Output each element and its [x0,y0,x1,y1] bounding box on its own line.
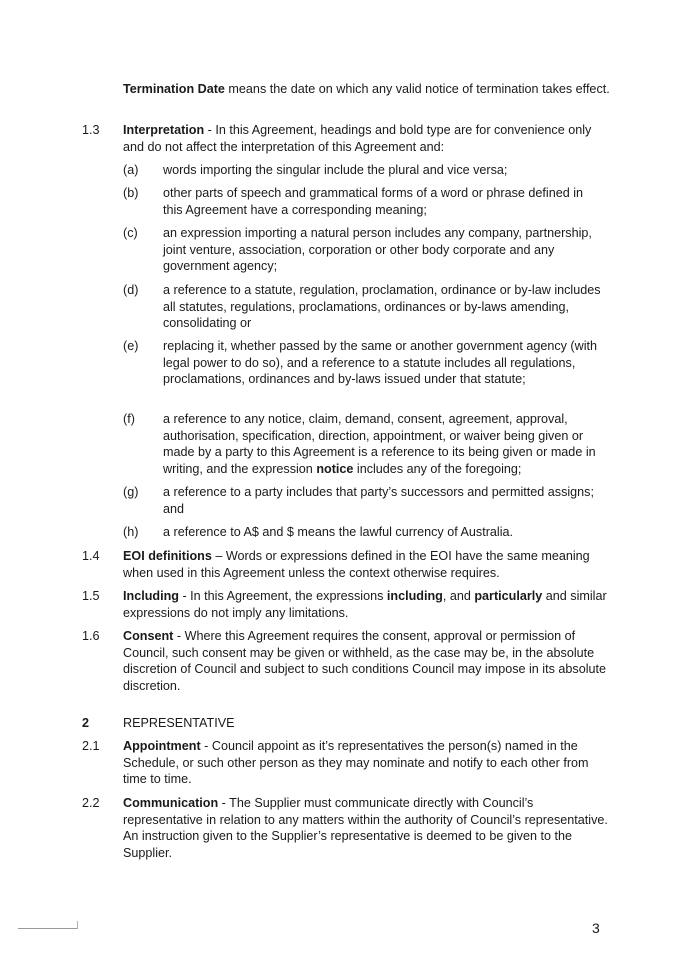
item-letter: (h) [123,525,139,539]
item-letter: (g) [123,485,139,499]
page-number: 3 [592,920,600,936]
clause-1-4-eoi-definitions [123,548,613,581]
item-text: other parts of speech and grammatical forms of a word or phrase defined in this Agreement have a corresponding meaning; [163,186,584,217]
clause-number: 1.6 [82,629,100,643]
item-letter: (c) [123,226,138,240]
item-letter: (d) [123,283,139,297]
item-text: a reference to A$ and $ means the lawful currency of Australia. [163,525,514,539]
clause-number: 1.5 [82,589,100,603]
clause-text: - In this Agreement, the expressions [178,589,387,603]
defined-term: notice [316,461,354,476]
item-text: a reference to a party includes that party’s successors and permitted assigns; and [163,485,594,516]
clause-heading: Communication [123,796,219,810]
clause-heading: EOI definitions [123,549,212,563]
footer-rule [18,928,78,930]
section-number: 2 [82,716,90,730]
defined-term: Termination Date [123,82,225,96]
definition-termination-date [123,81,613,98]
clause-text: - The Supplier must communicate directly with Council’s representative in relation to any matters within the authority of Council’s representative. An instruction given to the Supplier’s representative is deemed to be given to the Supplier. [123,796,608,860]
clause-text: - Where this Agreement requires the consent, approval or permission of Council, such consent may be given or withheld, as the case may be, in the absolute discretion of Council and subject to such conditions Council may impose in its absolute discretion. [123,629,607,693]
clause-1-3-interpretation [123,122,613,155]
clause-2-2-communication [123,795,613,861]
clause-heading: Consent [123,629,174,643]
section-heading-representative: REPRESENTATIVE [123,716,235,730]
clause-1-5-including [123,588,613,621]
item-letter: (f) [123,412,135,426]
clause-number: 2.2 [82,796,100,810]
item-text: an expression importing a natural person includes any company, partnership, joint venture, association, corporation or other body corporate and any government agency; [163,226,592,274]
clause-heading: Including [123,589,179,603]
clause-1-6-consent [123,628,613,694]
clause-text: - In this Agreement, headings and bold type are for convenience only and do not affect the interpretation of this Agreement and: [123,123,592,154]
clause-number: 2.1 [82,739,100,753]
item-text: replacing it, whether passed by the same or another government agency (with legal power to do so), and a reference to a statute includes all regulations, proclamations, ordinances and by-laws issued under that statute; [163,339,598,387]
clause-text: and similar expressions do not imply any limitations. [123,589,607,620]
clause-text: , and [442,589,475,603]
item-text: a reference to a statute, regulation, proclamation, ordinance or by-law includes all statutes, regulations, proclamations, ordinances or by-laws amending, consolidating or [163,283,601,331]
clause-number: 1.3 [82,123,100,137]
item-text-part: a reference to any notice, claim, demand, consent, agreement, approval, authorisation, specification, direction, appointment, or waiver being given or made by a party to this Agreement is a reference to its being given or made in writing, and the expression [163,412,596,476]
item-text-part: includes any of the foregoing; [353,461,522,476]
clause-text: - Council appoint as it’s representatives the person(s) named in the Schedule, or such other person as they may nominate and notify to each other from time to time. [123,739,589,787]
clause-text: – Words or expressions defined in the EOI have the same meaning when used in this Agreement unless the context otherwise requires. [123,549,590,580]
clause-number: 1.4 [82,549,100,563]
defined-term: including [386,589,443,603]
item-text: words importing the singular include the plural and vice versa; [163,163,508,177]
item-letter: (b) [123,186,139,200]
clause-2-1-appointment [123,738,613,788]
item-letter: (a) [123,163,139,177]
clause-heading: Interpretation [123,123,205,137]
definition-text: means the date on which any valid notice of termination takes effect. [224,82,610,96]
item-text [163,411,603,477]
footer-rule-tick [77,921,78,929]
clause-heading: Appointment [123,739,201,753]
defined-term: particularly [474,589,543,603]
item-letter: (e) [123,339,139,353]
